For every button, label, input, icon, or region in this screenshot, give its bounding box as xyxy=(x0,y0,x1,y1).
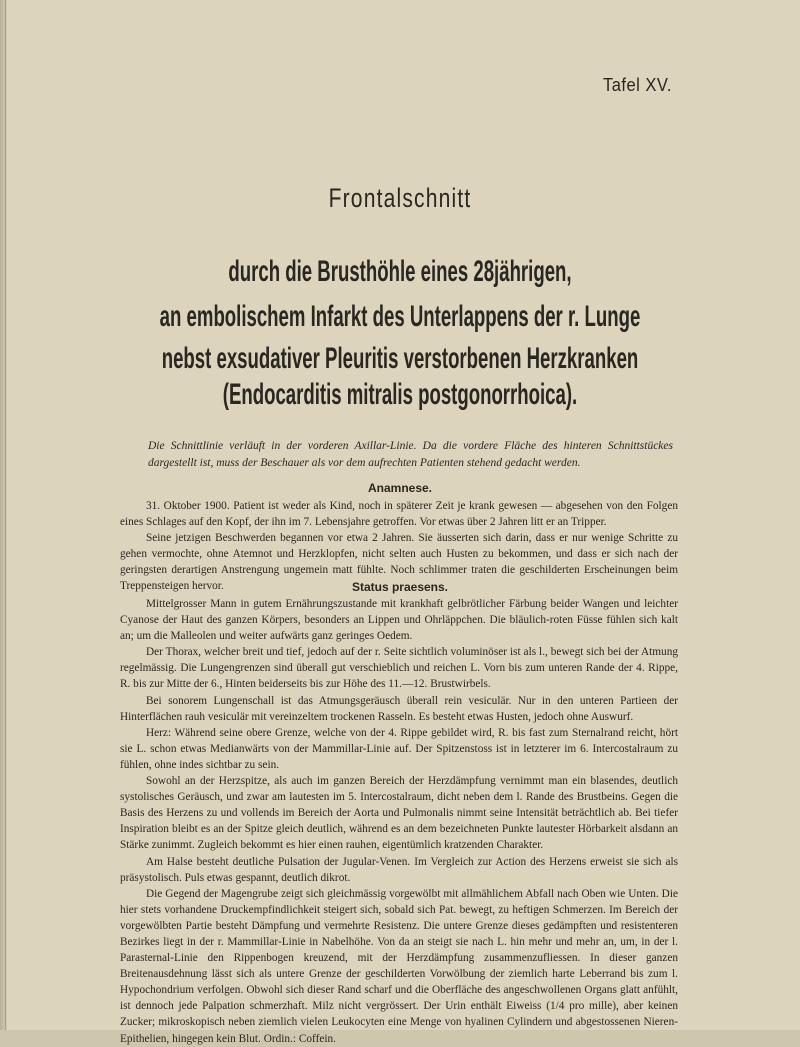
paragraph: Herz: Während seine obere Grenze, welche von der 4. Rippe gebildet wird, R. bis fast zum Sternalrand reicht, hört sie L. schon etwas Medianwärts von der Mammillar-Linie auf. Der Spitzenstoss ist in letzterer im 6. Intercostalraum zu fühlen, ohne indes sichtbar zu sein. xyxy=(120,726,678,771)
paragraph: 31. Oktober 1900. Patient ist weder als Kind, noch in späterer Zeit je krank gewesen — abgesehen von den Folgen eines Schlages auf den Kopf, der ihn im 7. Lebensjahre getroffen. Vor etwas über 2 Jahren litt er an Tripper. xyxy=(120,500,678,529)
paragraph: Sowohl an der Herzspitze, als auch im ganzen Bereich der Herzdämpfung vernimmt man ein blasendes, deutlich systolisches Geräusch, und zwar am lautesten im 5. Intercostalraum, dicht neben dem l. Rande des Brustbeins. Gegen die Basis des Herzens zu und vollends im Bereich der Aorta und Pulmonalis nimmt seine Intensität beträchtlich ab. Bei tiefer Inspiration bleibt es an der Spitze gleich deutlich, während es an dem bezeichneten Punkte lautester Hörbarkeit alsdann an Stärke zunimmt. Zugleich bekommt es hier einen rauhen, eigentümlich kratzenden Charakter. xyxy=(120,775,678,852)
plate-label: Tafel XV. xyxy=(603,75,672,95)
paragraph: Am Halse besteht deutliche Pulsation der Jugular-Venen. Im Vergleich zur Action des Herzens erweist sie sich als präsystolisch. Puls etwas gespannt, deutlich dikrot. xyxy=(120,855,678,884)
subtitle-line-3: nebst exsudativer Pleuritis verstorbenen Herzkranken xyxy=(161,342,639,375)
status-text xyxy=(120,596,678,1047)
page-edge-line xyxy=(5,0,6,1030)
paragraph: Bei sonorem Lungenschall ist das Atmungsgeräusch überall rein vesiculär. Nur in den unteren Partieen der Hinterflächen rauh vesiculär mit vereinzeltem trockenen Rasseln. Es besteht etwas Husten, jedoch ohne Auswurf. xyxy=(120,694,678,723)
subtitle-line-2: an embolischem Infarkt des Unterlappens der r. Lunge xyxy=(159,300,641,333)
paragraph: Seine jetzigen Beschwerden begannen vor etwa 2 Jahren. Sie äusserten sich darin, dass er nur wenige Schritte zu gehen vermochte, ohne Atemnot und Herzklopfen, nicht selten auch Husten zu bekommen, und dass er sich nach der geringsten derartigen Anstrengung ungemein matt fühlte. Noch schlimmer traten die geschilderten Erscheinungen beim Treppensteigen hervor. xyxy=(120,532,678,593)
status-heading: Status praesens. xyxy=(351,580,449,594)
page-title: Frontalschnitt xyxy=(328,183,472,213)
paragraph: Der Thorax, welcher breit und tief, jedoch auf der r. Seite sichtlich voluminöser ist als l., bewegt sich bei der Atmung regelmässig. Die Lungengrenzen sind überall gut verschieblich und reichen L. Vorn bis zum unteren Rande der 4. Rippe, R. bis zur Mitte der 6., Hinten beiderseits bis zur Höhe des 11.—12. Brustwirbels. xyxy=(120,646,678,691)
subtitle-line-1: durch die Brusthöhle eines 28jährigen, xyxy=(228,255,572,288)
anamnese-heading: Anamnese. xyxy=(367,481,433,495)
subtitle-line-4: (Endocarditis mitralis postgonorrhoica). xyxy=(222,378,578,411)
section-note: Die Schnittlinie verläuft in der vorderen Axillar-Linie. Da die vordere Fläche des hinteren Schnittstückes dargestellt ist, muss der Beschauer als vor dem aufrechten Patienten stehend gedacht werden. xyxy=(148,440,673,469)
paragraph: Die Gegend der Magengrube zeigt sich gleichmässig vorgewölbt mit allmählichem Abfall nach Oben wie Unten. Die hier stets vorhandene Druckempfindlichkeit steigert sich, sobald sich Pat. bewegt, zu heftigen Schmerzen. Im Bereich der vorgewölbten Partie besteht Dämpfung und vermehrte Resistenz. Die untere Grenze dieses gedämpften und resistenteren Bezirkes liegt in der r. Mammillar-Linie in Nabelhöhe. Von da an steigt sie nach L. hin mehr und mehr an, um, in der l. Parasternal-Linie den Rippenbogen kreuzend, mit der Herzdämpfung zusammenzufliessen. In dieser ganzen Breitenausdehnung lässt sich als untere Grenze der geschilderten Vorwölbung der ziemlich harte Leberrand bis zum l. Hypochondrium verfolgen. Obwohl sich dieser Rand scharf und die Oberfläche des angeschwollenen Organs glatt anfühlt, ist dennoch jede Palpation schmerzhaft. Milz nicht vergrössert. Der Urin enthält Eiweiss (1/4 pro mille), aber keinen Zucker; mikroskopisch neben ziemlich vielen Leukocyten eine Menge von hyalinen Cylindern und abgestossenen Nieren-Epithelien, hingegen kein Blut. Ordin.: Coffein. xyxy=(120,887,678,1045)
paragraph: Mittelgrosser Mann in gutem Ernährungszustande mit krankhaft gelbrötlicher Färbung beider Wangen und leichter Cyanose der Haut des ganzen Körpers, besonders an Lippen und Ohrläppchen. Die bläulich-roten Füsse fühlen sich kalt an; um die Malleolen und weiter aufwärts ganz geringes Oedem. xyxy=(120,598,678,643)
